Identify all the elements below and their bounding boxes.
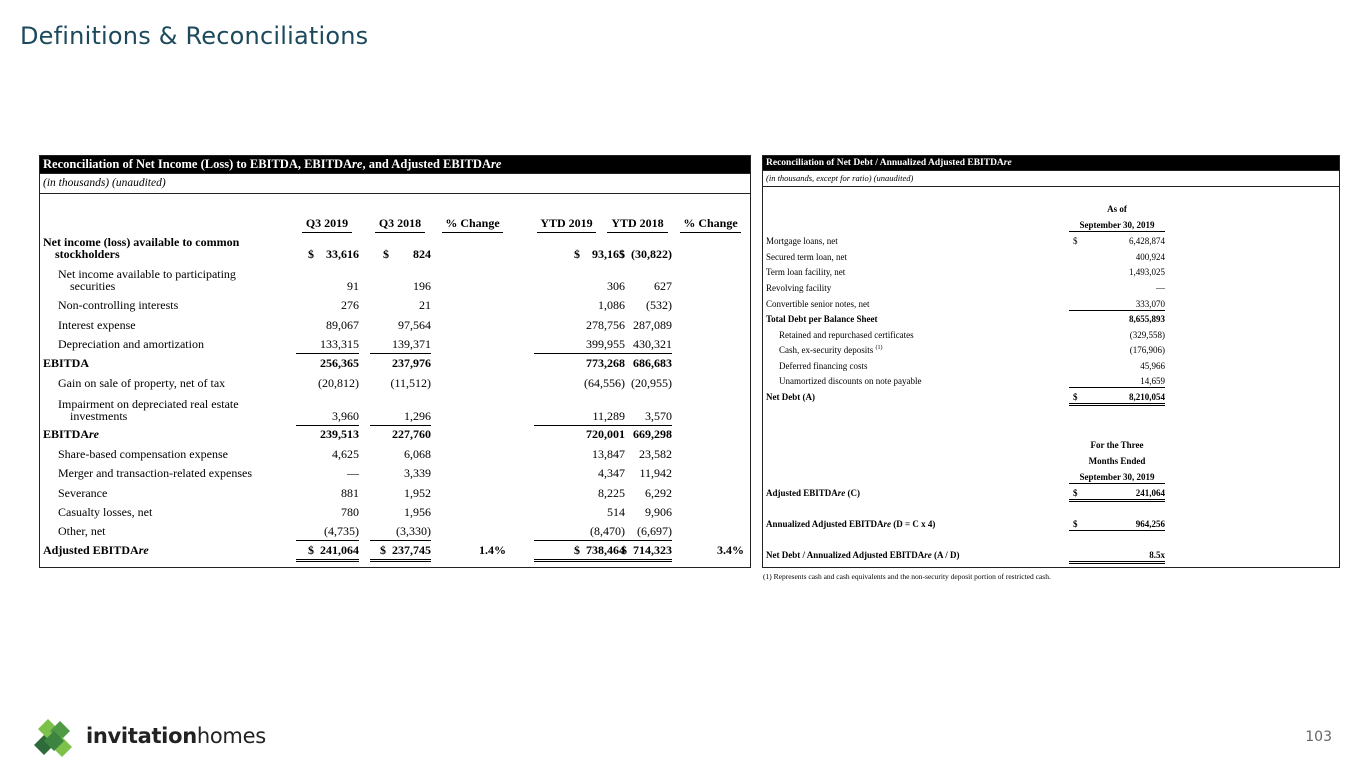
row-label: Net income available to participating — [58, 267, 236, 281]
row-label: Share-based compensation expense — [58, 447, 228, 461]
row-label: EBITDAre — [43, 427, 100, 441]
row-label: Deferred financing costs — [779, 361, 868, 371]
row-label-continued: investments — [70, 409, 128, 423]
cell-c2: 139,371 — [370, 337, 431, 354]
column-header: Months Ended — [1088, 456, 1146, 466]
cell-c2: 21 — [419, 298, 431, 312]
cell-c5: 287,089 — [633, 318, 672, 332]
row-label: Retained and repurchased certificates — [779, 330, 914, 340]
row-label: Casualty losses, net — [58, 505, 153, 519]
row-label: Convertible senior notes, net — [766, 299, 870, 309]
logo-text-homes: homes — [196, 724, 266, 748]
cell-c2: 1,296 — [370, 409, 431, 426]
cell-c4: 13,847 — [592, 447, 625, 461]
dollar-sign: $ — [1073, 488, 1078, 498]
cell-c4: 278,756 — [586, 318, 625, 332]
column-header: YTD 2018 — [607, 216, 668, 233]
cell-c4: 399,955 — [534, 337, 625, 354]
cell-c1: 133,315 — [296, 337, 359, 354]
footnote-marker: (1) — [875, 345, 883, 351]
row-label: Term loan facility, net — [766, 267, 846, 277]
cell-c2: 6,068 — [404, 447, 431, 461]
row-label: Adjusted EBITDAre (C) — [766, 488, 861, 498]
cell-c4: (64,556) — [584, 376, 625, 390]
row-label-continued: stockholders — [55, 247, 120, 261]
cell-c1: (4,735) — [296, 524, 359, 541]
column-header: Q3 2018 — [375, 216, 425, 233]
company-logo — [34, 717, 274, 761]
row-label: Mortgage loans, net — [766, 236, 838, 246]
column-header: For the Three — [1090, 440, 1144, 450]
cell-c1: 89,067 — [326, 318, 359, 332]
row-label: Other, net — [58, 524, 106, 538]
row-label: EBITDA — [43, 356, 90, 370]
cell-c5: 669,298 — [633, 427, 672, 441]
cell-c4: 514 — [607, 505, 625, 519]
cell-value: 400,924 — [1135, 252, 1165, 262]
row-label: Revolving facility — [766, 283, 832, 293]
table-body — [763, 156, 1339, 567]
cell-c5: $ (30,822) — [619, 247, 672, 261]
cell-c1: $ 241,064 — [296, 543, 359, 562]
cell-value: 8,655,893 — [1129, 314, 1165, 324]
cell-c5: 6,292 — [645, 486, 672, 500]
cell-c4: (8,470) — [534, 524, 625, 541]
row-label: Total Debt per Balance Sheet — [766, 314, 878, 324]
cell-value: — — [1156, 283, 1165, 293]
cell-c5: 11,942 — [639, 466, 672, 480]
cell-c1: 256,365 — [320, 356, 359, 370]
net-debt-reconciliation-table — [762, 155, 1340, 568]
cell-c1: 4,625 — [332, 447, 359, 461]
column-header: As of — [1107, 204, 1127, 214]
footnote: (1) Represents cash and cash equivalents and the non-security deposit portion of restricted cash. — [763, 572, 1051, 581]
cell-value: (329,558) — [1129, 330, 1165, 340]
cell-c4: 1,086 — [598, 298, 625, 312]
cell-c3: 1.4% — [479, 543, 506, 557]
cell-c1: 239,513 — [320, 427, 359, 441]
cell-c2: 1,956 — [404, 505, 431, 519]
cell-c2: $ 824 — [383, 247, 431, 261]
column-header: YTD 2019 — [537, 216, 596, 233]
row-label: Net Debt / Annualized Adjusted EBITDAre (A / D) — [766, 550, 960, 560]
page-number: 103 — [1305, 729, 1332, 745]
row-label: Severance — [58, 486, 108, 500]
column-header: % Change — [680, 216, 741, 233]
logo-text-invitation: invitation — [86, 724, 197, 748]
column-header: September 30, 2019 — [1069, 220, 1165, 232]
cell-value: 241,064 — [1069, 488, 1165, 502]
cell-c5: 627 — [654, 279, 672, 293]
row-label: Interest expense — [58, 318, 136, 332]
cell-c5: (20,955) — [631, 376, 672, 390]
cell-c2: $ 237,745 — [370, 543, 431, 562]
row-label: Gain on sale of property, net of tax — [58, 376, 226, 390]
table-title: Reconciliation of Net Debt / Annualized Adjusted EBITDAre — [763, 156, 1339, 170]
cell-c4: 720,001 — [586, 427, 625, 441]
row-label: Adjusted EBITDAre — [43, 543, 149, 557]
column-header: Q3 2019 — [302, 216, 352, 233]
cell-c5: (6,697) — [607, 524, 672, 541]
cell-c5: 430,321 — [607, 337, 672, 354]
cell-c4: 773,268 — [586, 356, 625, 370]
table-body — [40, 156, 750, 567]
row-label: Net Debt (A) — [766, 392, 815, 402]
row-label: Non-controlling interests — [58, 298, 179, 312]
cell-c4: 11,289 — [534, 409, 625, 426]
logo-text — [86, 724, 266, 748]
cell-value: 333,070 — [1069, 299, 1165, 311]
cell-c1: 881 — [341, 486, 359, 500]
dollar-sign: $ — [1073, 519, 1078, 529]
cell-c2: 196 — [413, 279, 431, 293]
cell-c4: $ 93,165 — [574, 247, 625, 261]
cell-c5: (532) — [646, 298, 672, 312]
cell-value: 8,210,054 — [1069, 392, 1165, 406]
cell-value: 6,428,874 — [1129, 236, 1165, 246]
cell-c6: 3.4% — [717, 543, 744, 557]
cell-c5: $ 714,323 — [607, 543, 672, 562]
column-header: % Change — [442, 216, 503, 233]
cell-c5: 9,906 — [645, 505, 672, 519]
cell-c1: 780 — [341, 505, 359, 519]
cell-c2: 227,760 — [392, 427, 431, 441]
cell-c1: — — [347, 466, 359, 480]
cell-value: (176,906) — [1129, 345, 1165, 355]
dollar-sign: $ — [1073, 236, 1078, 246]
cell-value: 8.5x — [1069, 550, 1165, 564]
cell-c5: 23,582 — [639, 447, 672, 461]
cell-value: 14,659 — [1069, 376, 1165, 388]
row-label-continued: securities — [70, 279, 116, 293]
table-subtitle: (in thousands) (unaudited) — [40, 173, 750, 194]
row-label: Unamortized discounts on note payable — [779, 376, 922, 386]
table-title: Reconciliation of Net Income (Loss) to EBITDA, EBITDAre, and Adjusted EBITDAre — [40, 156, 750, 173]
net-income-reconciliation-table — [39, 155, 751, 568]
logo-mark-icon — [34, 717, 78, 761]
cell-c4: 4,347 — [598, 466, 625, 480]
row-label: Depreciation and amortization — [58, 337, 204, 351]
cell-value: 964,256 — [1069, 519, 1165, 531]
cell-c1: 91 — [347, 279, 359, 293]
cell-c5: 686,683 — [633, 356, 672, 370]
cell-value: 45,966 — [1140, 361, 1165, 371]
row-label: Net income (loss) available to common — [43, 235, 240, 249]
column-header: September 30, 2019 — [1069, 472, 1165, 484]
cell-c2: 1,952 — [404, 486, 431, 500]
row-label: Cash, ex-security deposits $^{(1)}$ — [779, 345, 883, 355]
cell-c1: (20,812) — [318, 376, 359, 390]
cell-value: 1,493,025 — [1129, 267, 1165, 277]
cell-c2: 237,976 — [392, 356, 431, 370]
row-label: Annualized Adjusted EBITDAre (D = C x 4) — [766, 519, 936, 529]
cell-c2: (11,512) — [390, 376, 431, 390]
cell-c2: (3,330) — [370, 524, 431, 541]
cell-c2: 97,564 — [398, 318, 431, 332]
table-subtitle: (in thousands, except for ratio) (unaudited) — [763, 170, 1339, 187]
cell-c1: 3,960 — [296, 409, 359, 426]
cell-c2: 3,339 — [404, 466, 431, 480]
cell-c4: 8,225 — [598, 486, 625, 500]
row-label: Secured term loan, net — [766, 252, 847, 262]
cell-c1: 276 — [341, 298, 359, 312]
cell-c1: $ 33,616 — [308, 247, 359, 261]
dollar-sign: $ — [1073, 392, 1078, 402]
cell-c4: $ 738,464 — [534, 543, 625, 562]
row-label: Impairment on depreciated real estate — [58, 397, 239, 411]
page-title: Definitions & Reconciliations — [20, 22, 369, 50]
cell-c5: 3,570 — [607, 409, 672, 426]
cell-c4: 306 — [607, 279, 625, 293]
row-label: Merger and transaction-related expenses — [58, 466, 253, 480]
